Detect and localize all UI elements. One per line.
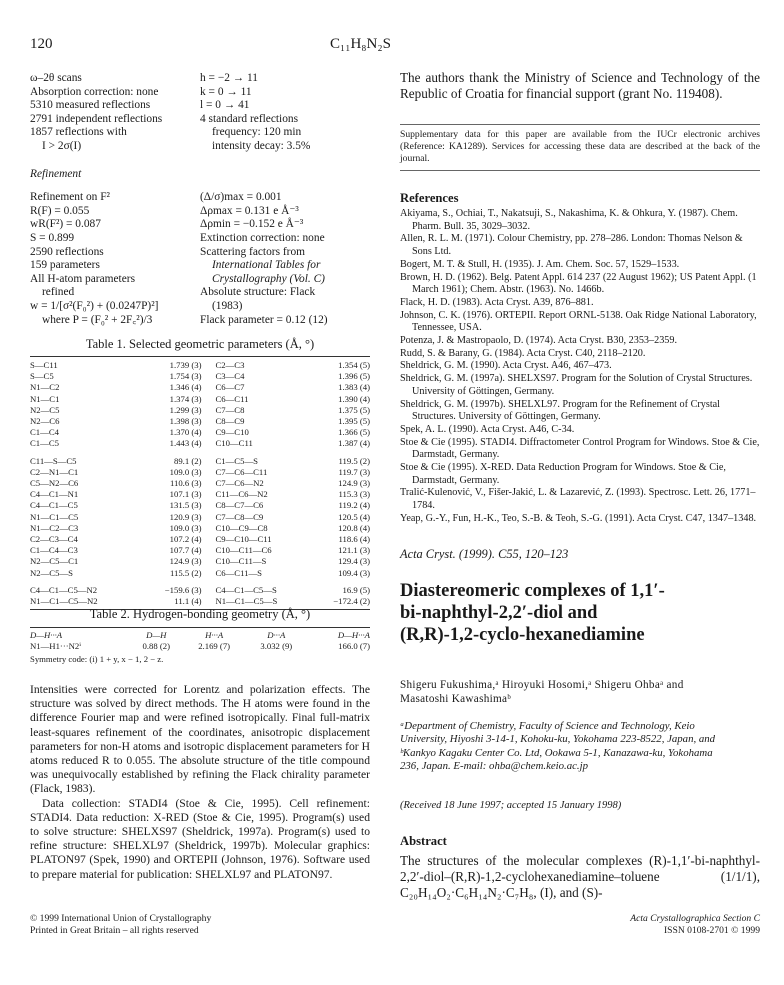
table-1-row xyxy=(30,500,370,511)
table-1-cell: 1.387 (4) xyxy=(338,438,370,449)
article-authors: Shigeru Fukushima,ᵃ Hiroyuki Hosomi,ᵃ Shigeru Ohbaᵃ and Masatoshi Kawashimaᵇ xyxy=(400,679,684,705)
table-1-cell: 129.4 (3) xyxy=(338,556,370,567)
running-title: C₁₁H₈N₂S xyxy=(330,36,391,52)
article-affiliation: ᵃDepartment of Chemistry, Faculty of Science and Technology, Keio University, Hiyoshi 3-14-1, Kohoku-ku, Yokohama 223-8522, Japan, and ᵇKankyo Kagaku Center Co. Ltd, Ookawa 5-1, Kanazawa-ku, Yokohama 236, Japan. E-mail: ohba@chem.keio.ac.jp xyxy=(400,720,716,773)
table-1-row xyxy=(30,394,370,405)
dc-line: h = −2 → 11 xyxy=(200,72,258,84)
journal-section: Acta Crystallographica Section C xyxy=(630,913,760,924)
reference-item: Potenza, J. & Mastropaolo, D. (1974). Acta Cryst. B30, 2353–2359. xyxy=(400,335,678,347)
table-1-cell: 1.390 (4) xyxy=(338,393,370,404)
ref-line: (1983) xyxy=(212,299,243,312)
t2-header: D···A xyxy=(267,630,286,640)
table-2-note: Symmetry code: (i) 1 + y, x − 1, 2 − z. xyxy=(30,654,164,665)
table-1-row xyxy=(30,467,370,478)
table-1-cell: 120.9 (3) xyxy=(169,511,202,522)
table-1-cell: 115.5 (2) xyxy=(169,567,202,578)
table-1-row xyxy=(30,416,370,427)
reference-item: Sheldrick, G. M. (1997b). SHELXL97. Program for the Refinement of Crystal Structures. University of Göttingen, Germany. xyxy=(400,398,721,423)
t2-header: D—H···A xyxy=(30,630,63,640)
ref-line: Crystallography (Vol. C) xyxy=(212,272,325,285)
table-1-cell: C6—C11—S xyxy=(215,567,262,578)
left-column xyxy=(30,72,370,327)
table-1-row xyxy=(30,371,370,382)
table-1-cell: C2—C3—C4 xyxy=(30,534,78,545)
table-1-row xyxy=(30,596,370,607)
reference-item: Spek, A. L. (1990). Acta Cryst. A46, C-34. xyxy=(400,423,575,435)
table-1-cell: 109.0 (3) xyxy=(169,466,202,477)
table-1-cell: 1.398 (3) xyxy=(169,416,202,427)
data-collection-right xyxy=(200,72,310,154)
ref-line: International Tables for xyxy=(212,259,321,272)
table-1-cell: C7—C6—N2 xyxy=(215,478,264,489)
table-1-cell: 1.346 (4) xyxy=(169,382,202,393)
table-1-cell: 1.754 (3) xyxy=(169,371,202,382)
table-1-row xyxy=(30,405,370,416)
table-1-cell: S—C5 xyxy=(30,371,54,382)
table-1-cell: C10—C11—C6 xyxy=(215,545,272,556)
ref-line: w = 1/[σ²(F₀²) + (0.0247P)²] xyxy=(30,299,159,312)
ref-line: 2590 reflections xyxy=(30,245,104,258)
table-1-cell: 1.375 (5) xyxy=(338,404,370,415)
received-line: (Received 18 June 1997; accepted 15 January 1998) xyxy=(400,800,622,811)
refinement-left xyxy=(30,191,200,327)
footer-right xyxy=(560,913,760,937)
table-1-cell: 131.5 (3) xyxy=(169,500,202,511)
table-1-cell: C8—C7—C6 xyxy=(215,500,264,511)
abstract-heading: Abstract xyxy=(400,834,447,848)
table-1-cell: 124.9 (3) xyxy=(169,556,202,567)
table-1-row xyxy=(30,534,370,545)
dc-line: 2791 independent reflections xyxy=(30,112,163,125)
supplementary-text: Supplementary data for this paper are available from the IUCr electronic archives (Reference: KA1289). Services for accessing these data are described at the back of the journal. xyxy=(400,129,760,164)
table-1-cell: N2—C5—S xyxy=(30,567,73,578)
ref-line: Flack parameter = 0.12 (12) xyxy=(200,313,328,326)
copyright: © 1999 International Union of Crystallography xyxy=(30,913,212,924)
table-1-cell: C7—C6—C11 xyxy=(215,466,268,477)
table-1-row xyxy=(30,489,370,500)
table-1-row xyxy=(30,512,370,523)
table-1-cell: N2—C5 xyxy=(30,404,60,415)
table-1-cell: C4—C1—N1 xyxy=(30,489,79,500)
table-1-cell: 109.0 (3) xyxy=(169,522,202,533)
table-1-cell: −159.6 (3) xyxy=(164,584,202,595)
table-1-cell: C9—C10 xyxy=(215,427,249,438)
ref-line: All H-atom parameters xyxy=(30,272,136,285)
table-1-cell: C1—C5—S xyxy=(215,455,258,466)
table-1-cell: 1.370 (4) xyxy=(169,427,202,438)
table-1-cell: C9—C10—C11 xyxy=(215,534,272,545)
dc-line: 1857 reflections with xyxy=(30,126,127,139)
table-1-cell: N1—C2—C3 xyxy=(30,522,79,533)
ref-line: (Δ/σ)max = 0.001 xyxy=(200,191,282,204)
table-1-cell: 1.354 (5) xyxy=(338,360,370,370)
table-1-cell: 120.5 (4) xyxy=(338,511,370,522)
ref-line: Δρmax = 0.131 e Å⁻³ xyxy=(200,204,299,217)
ref-line: 159 parameters xyxy=(30,259,100,272)
table-1-cell: 109.4 (3) xyxy=(338,567,370,578)
references-list xyxy=(400,208,760,526)
dc-line: frequency: 120 min xyxy=(212,126,302,139)
refinement-block xyxy=(30,191,370,327)
table-2 xyxy=(30,607,370,666)
t2-cell: 0.88 (2) xyxy=(142,641,170,652)
ref-line: S = 0.899 xyxy=(30,231,75,244)
table-1-row xyxy=(30,545,370,556)
table-1-cell: 107.7 (4) xyxy=(169,545,202,556)
table-1-cell: 119.7 (3) xyxy=(338,466,370,477)
body-text xyxy=(30,683,370,882)
table-1-cell: 121.1 (3) xyxy=(338,545,370,556)
table-1-cell: −172.4 (2) xyxy=(333,596,370,607)
table-1-row xyxy=(30,556,370,567)
data-collection-left xyxy=(30,72,200,154)
table-1-cell: C1—C4 xyxy=(30,427,59,438)
abstract-text: The structures of the molecular complexes (R)-1,1′-bi-naphthyl-2,2′-diol–(R,R)-1,2-cyclohexanediamine–toluene (1/1/1), C₂₀H₁₄O₂·C₆H₁₄N₂·C₇H₈, (I), and (S)- xyxy=(400,853,760,900)
reference-item: Stoe & Cie (1995). X-RED. Data Reduction Program for Windows. Stoe & Cie, Darmstadt, Germany. xyxy=(400,462,726,486)
table-1-cell: C11—C6—N2 xyxy=(215,489,268,500)
dc-line: l = 0 → 41 xyxy=(200,99,250,112)
table-1-cell: 1.383 (4) xyxy=(338,382,370,393)
dc-line: 5310 measured reflections xyxy=(30,99,151,112)
table-1-cell: C6—C7 xyxy=(215,382,245,393)
t2-cell: 2.169 (7) xyxy=(198,641,231,652)
table-1-cell: N2—C6 xyxy=(30,416,60,427)
table-1-cell: 119.2 (4) xyxy=(338,500,370,511)
table-1-cell: C2—C3 xyxy=(215,360,245,370)
t2-cell: 166.0 (7) xyxy=(338,641,370,652)
table-1-cell: 110.6 (3) xyxy=(169,478,202,489)
table-1-grid xyxy=(30,360,370,607)
table-1-cell: C10—C11—S xyxy=(215,556,267,567)
table-1-cell: C3—C4 xyxy=(215,371,245,382)
table-1-row xyxy=(30,478,370,489)
table-1 xyxy=(30,337,370,610)
reference-item: Brown, H. D. (1962). Belg. Patent Appl. 614 237 (22 August 1962); US Patent Appl. (1 March 1961); Chem. Abstr. (1963). No. 1466b. xyxy=(400,271,757,296)
t2-header: D—H···A xyxy=(337,630,370,640)
table-1-cell: N1—C2 xyxy=(30,382,60,393)
table-1-title: Table 1. Selected geometric parameters (Å, °) xyxy=(85,337,315,351)
table-1-row xyxy=(30,360,370,371)
dc-line: intensity decay: 3.5% xyxy=(212,139,311,152)
printed-in: Printed in Great Britain – all rights reserved xyxy=(30,925,199,936)
reference-item: Stoe & Cie (1995). STADI4. Diffractometer Control Program for Windows. Stoe & Cie, Darmstadt, Germany. xyxy=(400,436,760,461)
ref-line: Scattering factors from xyxy=(200,245,306,258)
acknowledgement: The authors thank the Ministry of Science and Technology of the Republic of Croatia for financial support (grant No. 119408). xyxy=(400,70,760,101)
table-1-cell: N1—C1—C5—S xyxy=(215,596,278,607)
table-1-cell: 89.1 (2) xyxy=(173,455,202,466)
body-paragraph: Intensities were corrected for Lorentz and polarization effects. The structure was solved by direct methods. The H atoms were found in the difference Fourier map and were refined isotropically. Final full-matrix least-squares refinement of the coordinates, anisotropic displacement parameters for non-H atoms and isotropic displacement parameters for H atoms reduced R to 0.055. The absolute structure of the title compound was unequivocally established by refining the Flack chirality parameter (Flack, 1983). xyxy=(30,683,370,796)
reference-item: Sheldrick, G. M. (1997a). SHELXS97. Program for the Solution of Crystal Structures. University of Göttingen, Germany. xyxy=(400,373,753,397)
table-1-cell: C4—C1—C5—S xyxy=(215,584,277,595)
dc-line: ω–2θ scans xyxy=(30,72,82,84)
table-1-cell: 1.443 (4) xyxy=(169,438,202,449)
references-heading: References xyxy=(400,191,459,205)
table-1-cell: 118.6 (4) xyxy=(338,534,370,545)
table-1-row xyxy=(30,438,370,449)
ref-line: Extinction correction: none xyxy=(200,231,325,244)
t2-header: H···A xyxy=(205,630,224,640)
table-1-cell: C1—C4—C3 xyxy=(30,545,78,556)
ref-line: R(F) = 0.055 xyxy=(30,204,90,217)
table-1-cell: C8—C9 xyxy=(215,416,245,427)
dc-line: Absorption correction: none xyxy=(30,85,159,98)
dc-line: k = 0 → 11 xyxy=(200,85,252,98)
refinement-right xyxy=(200,191,328,327)
ref-line: where P = (F₀² + 2F꜀²)/3 xyxy=(42,313,153,326)
footer-left xyxy=(30,913,211,937)
table-1-cell: 107.2 (4) xyxy=(169,534,202,545)
table-1-cell: 115.3 (3) xyxy=(338,489,370,500)
reference-item: Tralić-Kulenović, V., Fišer-Jakić, L. & Lazarević, Z. (1993). Spectrosc. Lett. 26, 1771–1784. xyxy=(400,487,756,512)
dc-line: 4 standard reflections xyxy=(200,112,299,125)
table-1-cell: N1—C1—C5—N2 xyxy=(30,596,98,607)
reference-item: Bogert, M. T. & Stull, H. (1935). J. Am. Chem. Soc. 57, 1529–1533. xyxy=(400,258,680,270)
table-1-cell: 107.1 (3) xyxy=(169,489,202,500)
table-1-row xyxy=(30,450,370,467)
table-1-cell: C7—C8—C9 xyxy=(215,511,264,522)
table-2-title: Table 2. Hydrogen-bonding geometry (Å, °) xyxy=(89,607,311,621)
table-1-cell: 1.366 (5) xyxy=(338,427,370,438)
journal-line: Acta Cryst. (1999). C55, 120–123 xyxy=(400,547,569,561)
table-1-cell: C11—S—C5 xyxy=(30,455,77,466)
table-1-cell: C2—N1—C1 xyxy=(30,466,79,477)
body-paragraph: Data collection: STADI4 (Stoe & Cie, 1995). Cell refinement: STADI4. Data reduction: X-RED (Stoe & Cie, 1995). Program(s) used to solve structure: SHELXS97 (Sheldrick, 1997a). Program(s) used to refine structure: SHELXL97 (Sheldrick, 1997b). Molecular graphics: PLATON97 (Spek, 1990) and ORTEPII (Johnson, 1976). Software used to prepare material for publication: SHELXL97 and PLATON97. xyxy=(30,796,370,881)
table-1-cell: 16.9 (5) xyxy=(342,584,370,595)
table-1-cell: C10—C9—C8 xyxy=(215,522,268,533)
table-1-cell: 1.395 (5) xyxy=(338,416,370,427)
reference-item: Yeap, G.-Y., Fun, H.-K., Teo, S.-B. & Teoh, S.-G. (1991). Acta Cryst. C47, 1347–1348. xyxy=(400,512,757,524)
table-1-cell: 1.299 (3) xyxy=(169,404,202,415)
table-1-cell: N1—C1 xyxy=(30,393,60,404)
ref-line: Absolute structure: Flack xyxy=(200,286,316,299)
table-2-grid xyxy=(30,630,370,652)
table-1-cell: 1.739 (3) xyxy=(169,360,202,370)
t2-cell: 3.032 (9) xyxy=(260,641,293,652)
reference-item: Sheldrick, G. M. (1990). Acta Cryst. A46, 467–473. xyxy=(400,360,612,372)
ref-line: refined xyxy=(42,286,75,299)
reference-item: Akiyama, S., Ochiai, T., Nakatsuji, S., Nakashima, K. & Ohkura, Y. (1987). Chem. Pharm. Bull. 35, 3029–3032. xyxy=(400,208,738,232)
table-1-cell: C4—C1—C5 xyxy=(30,500,78,511)
table-1-cell: C10—C11 xyxy=(215,438,253,449)
data-collection-block xyxy=(30,72,370,154)
ref-line: Refinement on F² xyxy=(30,191,110,204)
t2-cell: N1—H1···N2ⁱ xyxy=(30,641,81,652)
reference-item: Allen, R. L. M. (1971). Colour Chemistry, pp. 278–286. London: Thomas Nelson & Sons Ltd. xyxy=(400,233,743,258)
t2-header: D—H xyxy=(146,630,167,640)
ref-line: wR(F²) = 0.087 xyxy=(30,218,101,231)
ref-line: Δρmin = −0.152 e Å⁻³ xyxy=(200,218,304,231)
table-1-cell: C7—C8 xyxy=(215,404,245,415)
table-1-row xyxy=(30,579,370,596)
table-1-row xyxy=(30,523,370,534)
table-1-row xyxy=(30,382,370,393)
table-1-cell: 124.9 (3) xyxy=(338,478,370,489)
table-1-cell: C1—C5 xyxy=(30,438,59,449)
article-title: Diastereomeric complexes of 1,1′-bi-naphthyl-2,2′-diol and (R,R)-1,2-cyclo-hexanediamine xyxy=(400,581,665,645)
table-1-cell: C6—C11 xyxy=(215,393,249,404)
table-1-cell: 119.5 (2) xyxy=(338,455,370,466)
dc-line: I > 2σ(I) xyxy=(42,139,82,152)
table-1-cell: C5—N2—C6 xyxy=(30,478,79,489)
issn: ISSN 0108-2701 © 1999 xyxy=(663,925,760,936)
table-1-cell: 11.1 (4) xyxy=(174,596,202,607)
table-1-cell: 1.396 (5) xyxy=(338,371,370,382)
table-1-cell: S—C11 xyxy=(30,360,58,370)
table-1-row xyxy=(30,568,370,579)
table-1-cell: 120.8 (4) xyxy=(338,522,370,533)
refinement-heading: Refinement xyxy=(30,167,82,180)
reference-item: Flack, H. D. (1983). Acta Cryst. A39, 876–881. xyxy=(400,296,594,308)
page-number: 120 xyxy=(30,36,53,52)
table-1-cell: N2—C5—C1 xyxy=(30,556,79,567)
supplementary-box xyxy=(400,124,760,171)
reference-item: Rudd, S. & Barany, G. (1984). Acta Cryst. C40, 2118–2120. xyxy=(400,347,646,359)
table-1-row xyxy=(30,427,370,438)
table-1-cell: C4—C1—C5—N2 xyxy=(30,584,98,595)
table-1-cell: N1—C1—C5 xyxy=(30,511,79,522)
reference-item: Johnson, C. K. (1976). ORTEPII. Report ORNL-5138. Oak Ridge National Laboratory, Tennessee, USA. xyxy=(400,309,757,334)
table-1-cell: 1.374 (3) xyxy=(169,393,202,404)
